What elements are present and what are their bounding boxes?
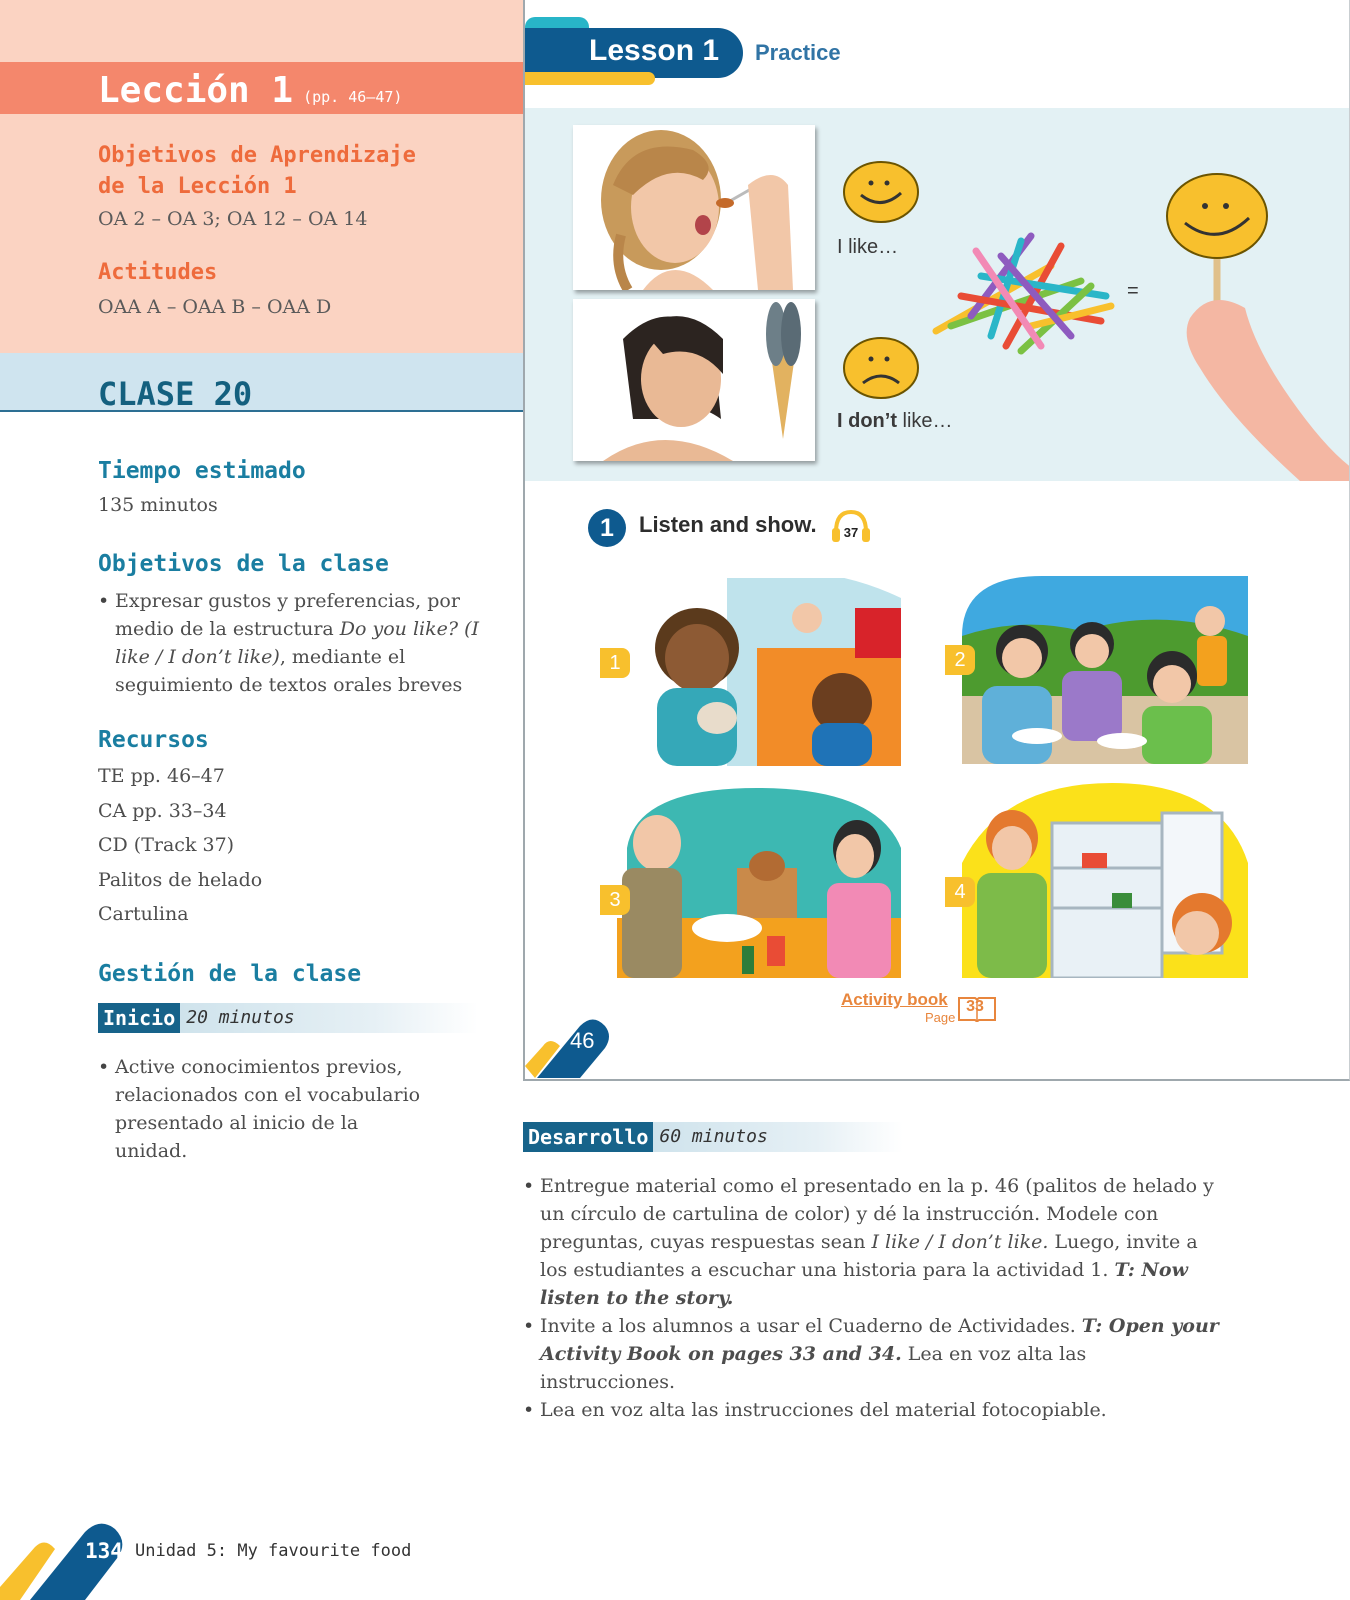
desarrollo-bullet-3: • Lea en voz alta las instrucciones del material fotocopiable. — [523, 1396, 1223, 1424]
desarrollo-time: 60 minutos — [653, 1122, 903, 1152]
desarrollo-b1-bold: T: Now listen to the story. — [540, 1259, 1188, 1309]
story-panel-4 — [962, 783, 1248, 978]
girl-eating-image — [573, 125, 815, 290]
activity-number-badge: 1 — [588, 509, 626, 547]
desarrollo-label: Desarrollo — [523, 1122, 653, 1152]
recursos-list — [98, 759, 262, 932]
recurso-item: CD (Track 37) — [98, 834, 235, 856]
desarrollo-b2-bold: T: Open your Activity Book on pages 33 and 34. — [540, 1315, 1219, 1365]
story-panel-1-number: 1 — [600, 648, 630, 678]
recurso-item: Palitos de helado — [98, 868, 263, 891]
hero-illustration — [525, 108, 1350, 481]
textbook-page — [523, 0, 1350, 1081]
objetivos-clase-heading: Objetivos de la clase — [98, 551, 389, 577]
clase-title: CLASE 20 — [98, 375, 253, 413]
desarrollo-b1-text-a: Entregue material como el presentado en la p. 46 (palitos de helado y un círculo de cartulina de color) y dé la instrucción. Modele con preguntas, cuyas respuestas sean — [540, 1175, 1214, 1253]
tiempo-value: 135 minutos — [98, 494, 218, 516]
headphones-icon[interactable] — [831, 510, 871, 544]
objetivos-clase-bullet — [98, 587, 488, 699]
learning-objectives-codes: OA 2 – OA 3; OA 12 – OA 14 — [98, 208, 368, 230]
i-dont-like-caption — [837, 410, 953, 433]
story-panel-1 — [617, 578, 901, 766]
recurso-item: Cartulina — [98, 903, 189, 925]
desarrollo-b1-text-b: Luego, invite a los estudiantes a escuchar una historia para la actividad 1. — [540, 1231, 1198, 1281]
story-panel-2-number: 2 — [945, 645, 975, 675]
objetivos-clase-text-1: Expresar gustos y preferencias, por medio de la estructura — [115, 590, 460, 640]
tiempo-heading: Tiempo estimado — [98, 458, 306, 484]
inicio-label: Inicio — [98, 1003, 180, 1033]
popsicle-sticks-image — [931, 226, 1117, 366]
desarrollo-b1-italic: I like / I don’t like. — [871, 1231, 1049, 1253]
sad-face-icon — [841, 335, 921, 401]
clase-band — [0, 353, 523, 412]
desarrollo-bar — [523, 1122, 903, 1152]
objetivos-clase-list — [98, 587, 488, 699]
activity-book-page-number: 33 — [966, 998, 984, 1015]
book-section-label: Practice — [755, 40, 841, 65]
story-panel-1-image — [617, 578, 901, 766]
story-panel-3 — [617, 788, 901, 978]
story-panel-3-number: 3 — [600, 885, 630, 915]
footer-unit-title: Unidad 5: My favourite food — [135, 1541, 412, 1561]
attitudes-heading: Actitudes — [98, 260, 218, 285]
book-page-number: 46 — [570, 1028, 595, 1053]
objetivos-clase-italic: Do you like? (I like / I don’t like) — [115, 618, 479, 668]
i-dont-like-bold: I don’t — [837, 410, 897, 432]
gestion-heading: Gestión de la clase — [98, 961, 362, 987]
lesson-pages: (pp. 46–47) — [303, 88, 403, 106]
equals-sign: = — [1127, 280, 1139, 302]
activity-book-link[interactable]: Activity book — [841, 990, 948, 1009]
desarrollo-b2-text-a: Invite a los alumnos a usar el Cuaderno de Actividades. — [540, 1315, 1082, 1337]
lesson-tab-underline — [525, 72, 655, 85]
happy-face-icon — [841, 159, 921, 225]
recurso-item: TE pp. 46–47 — [98, 765, 225, 787]
recurso-item: CA pp. 33–34 — [98, 799, 227, 822]
book-lesson-title: Lesson 1 — [589, 34, 720, 67]
lesson-title — [98, 70, 402, 111]
story-panel-2-image — [962, 576, 1248, 764]
desarrollo-bullet-1 — [523, 1172, 1223, 1312]
hand-holding-smiley-image — [1150, 168, 1350, 481]
inicio-bar — [98, 1003, 478, 1033]
girl-disgusted-photo — [573, 299, 815, 461]
i-dont-like-rest: like… — [896, 410, 953, 432]
desarrollo-list — [523, 1172, 1223, 1424]
track-number: 37 — [843, 525, 859, 540]
activity-book-page-word: Page — [925, 1010, 956, 1025]
learning-objectives-heading-line2: de la Lección 1 — [98, 174, 297, 199]
recursos-heading: Recursos — [98, 727, 209, 753]
lesson-title-text: Lección 1 — [98, 70, 294, 111]
desarrollo-b2-text-b: Lea en voz alta las instrucciones. — [540, 1343, 1087, 1393]
story-panel-3-image — [617, 788, 901, 978]
i-like-caption: I like… — [837, 236, 899, 258]
story-panel-4-number: 4 — [945, 877, 975, 907]
story-panel-2 — [962, 576, 1248, 764]
inicio-time: 20 minutos — [180, 1003, 478, 1033]
footer-page-number: 134 — [85, 1539, 123, 1563]
girl-disgusted-image — [573, 299, 815, 461]
learning-objectives-heading — [98, 140, 498, 202]
inicio-bullet: • Active conocimientos previos, relacionados con el vocabulario presentado al inicio de la unidad. — [98, 1053, 428, 1165]
girl-eating-photo — [573, 125, 815, 290]
attitudes-codes: OAA A – OAA B – OAA D — [98, 296, 332, 318]
activity-instruction: Listen and show. — [639, 512, 817, 537]
desarrollo-bullet-2 — [523, 1312, 1223, 1396]
story-panel-4-image — [962, 783, 1248, 978]
learning-objectives-heading-line1: Objetivos de Aprendizaje — [98, 143, 416, 168]
inicio-list — [98, 1053, 428, 1165]
objetivos-clase-text-2: , mediante el seguimiento de textos orales breves — [115, 646, 463, 696]
